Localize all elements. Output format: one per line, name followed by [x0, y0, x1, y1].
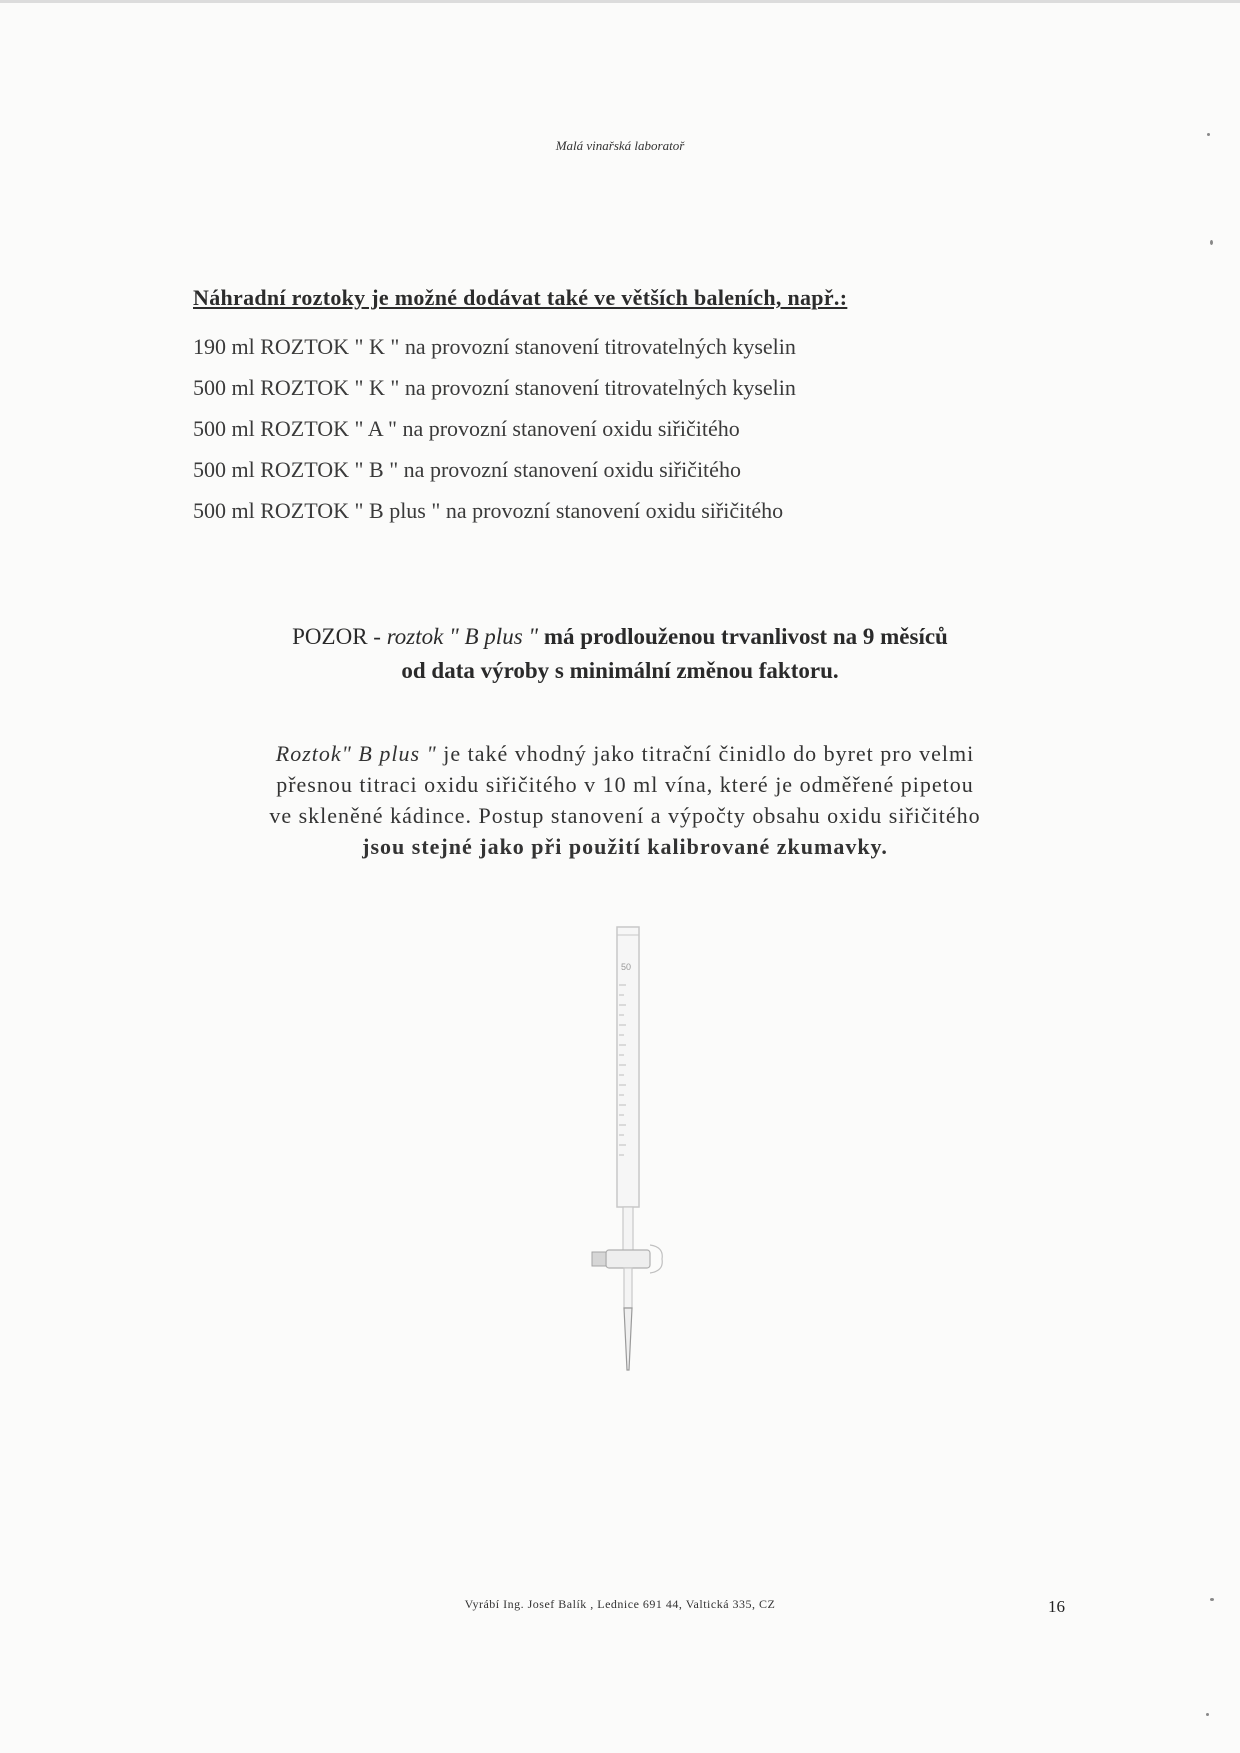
page-top-edge: [0, 0, 1240, 3]
solution-list: [193, 326, 796, 531]
note-line-2: přesnou titraci oxidu siřičitého v 10 ml vína, které je odměřené pipetou: [276, 772, 974, 797]
burette-scale-label: 50: [621, 962, 632, 972]
intro-heading: Náhradní roztoky je možné dodávat také ve větších baleních, např.:: [193, 285, 848, 310]
scan-speck: [1210, 240, 1213, 245]
warning-block: [0, 620, 1240, 688]
note-line-4: jsou stejné jako při použití kalibrované zkumavky.: [362, 834, 888, 859]
note-line-1: [200, 738, 1050, 769]
warning-line-1: [0, 620, 1240, 654]
list-item: 500 ml ROZTOK " A " na provozní stanovení oxidu siřičitého: [193, 416, 740, 441]
warning-lead: POZOR -: [292, 624, 381, 649]
stopcock-handle: [592, 1252, 606, 1266]
warning-text: má prodlouženou trvanlivost na 9 měsíců: [543, 624, 948, 649]
scan-speck: [1207, 133, 1210, 136]
list-item: 190 ml ROZTOK " K " na provozní stanovení titrovatelných kyselin: [193, 334, 796, 359]
page-footer: Vyrábí Ing. Josef Balík , Lednice 691 44, Valtická 335, CZ: [464, 1597, 776, 1611]
list-item: 500 ml ROZTOK " B " na provozní stanovení oxidu siřičitého: [193, 457, 741, 482]
burette-illustration: [576, 925, 686, 1375]
page-number: 16: [1048, 1597, 1065, 1616]
list-item: 500 ml ROZTOK " B plus " na provozní stanovení oxidu siřičitého: [193, 498, 784, 523]
stopcock: [606, 1250, 650, 1268]
burette-tip: [624, 1308, 632, 1370]
note-solution-name: Roztok" B plus ": [275, 741, 437, 766]
list-item: 500 ml ROZTOK " K " na provozní stanovení titrovatelných kyselin: [193, 375, 796, 400]
page-header: Malá vinařská laboratoř: [555, 138, 685, 153]
usage-note: [200, 738, 1050, 862]
scan-speck: [1210, 1598, 1214, 1601]
note-line-3: ve skleněné kádince. Postup stanovení a výpočty obsahu oxidu siřičitého: [269, 803, 981, 828]
note-line-1-text: je také vhodný jako titrační činidlo do byret pro velmi: [443, 741, 975, 766]
scan-speck: [1206, 1713, 1209, 1716]
warning-solution-name: roztok " B plus ": [386, 624, 539, 649]
warning-line-2: od data výroby s minimální změnou faktoru.: [401, 658, 839, 683]
